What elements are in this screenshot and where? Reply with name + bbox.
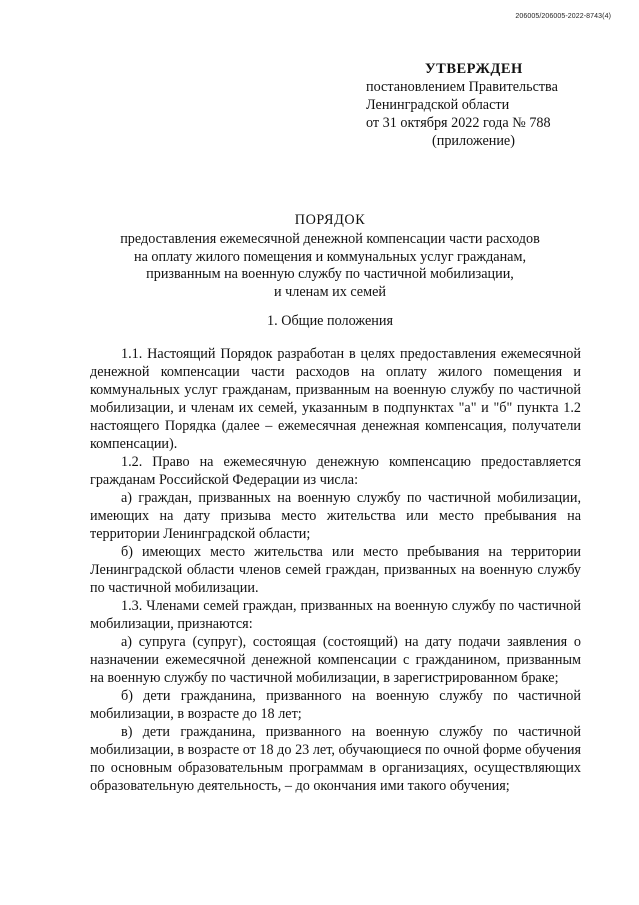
section-title: 1. Общие положения [267,313,393,329]
document-title: ПОРЯДОК [294,212,366,228]
approval-line-1: постановлением Правительства [366,79,558,95]
paragraph-1-1: 1.1. Настоящий Порядок разработан в целях предоставления ежемесячной денежной компенсации части расходов на оплату жилого помещения и коммунальных услуг гражданам, призванным на военную службу по частичной мобилизации, и членам их семей, указанным в подпунктах "а" и "б" пункта 1.2 настоящего Порядка (далее – ежемесячная денежная компенсация, получатели компенсации). [90,346,581,452]
document-id: 206005/206005-2022-8743(4) [515,13,611,20]
paragraph-1-3-b: б) дети гражданина, призванного на военную службу по частичной мобилизации, в возрасте до 18 лет; [90,688,581,722]
heading-line-4: и членам их семей [274,284,386,301]
heading-line-3: призванным на военную службу по частичной мобилизации, [146,266,514,283]
paragraph-1-2-a: а) граждан, призванных на военную службу по частичной мобилизации, имеющих на дату призыва место жительства или место пребывания на территории Ленинградской области; [90,490,581,542]
approval-annex: (приложение) [432,133,515,149]
paragraph-1-2: 1.2. Право на ежемесячную денежную компенсацию предоставляется гражданам Российской Федерации из числа: [90,454,581,488]
paragraph-1-3: 1.3. Членами семей граждан, призванных на военную службу по частичной мобилизации, признаются: [90,598,581,632]
approval-line-2: Ленинградской области [366,97,510,113]
heading-line-2: на оплату жилого помещения и коммунальных услуг гражданам, [133,248,527,265]
approval-title: УТВЕРЖДЕН [425,61,523,77]
document-heading [90,212,570,302]
approval-line-3: от 31 октября 2022 года № 788 [366,115,551,131]
paragraph-1-3-a: а) супруга (супруг), состоящая (состоящий) на дату подачи заявления о назначении ежемесячной денежной компенсации с гражданином, призванным на военную службу по частичной мобилизации, в зарегистрированном браке; [90,634,581,686]
document-body [90,345,581,795]
paragraph-1-3-c: в) дети гражданина, призванного на военную службу по частичной мобилизации, в возрасте от 18 до 23 лет, обучающиеся по очной форме обучения по основным образовательным программам в организациях, осуществляющих образовательную деятельность, – до окончания ими такого обучения; [90,724,581,794]
approval-stamp [366,60,606,150]
paragraph-1-2-b: б) имеющих место жительства или место пребывания на территории Ленинградской области членов семей граждан, призванных на военную службу по частичной мобилизации. [90,544,581,596]
heading-line-1: предоставления ежемесячной денежной компенсации части расходов [120,230,540,247]
